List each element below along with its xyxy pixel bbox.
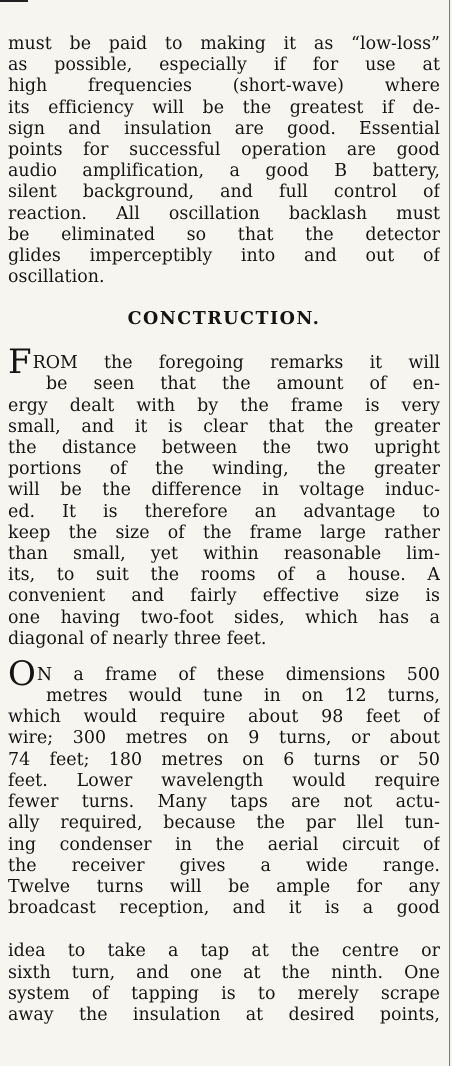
text-line: portions of the winding, the greater: [8, 459, 440, 480]
text-line: metres would tune in on 12 turns,: [46, 686, 440, 707]
text-line: its efficiency will be the greatest if de-: [8, 97, 440, 118]
text-line: idea to take a tap at the centre or: [8, 941, 440, 962]
text-line: high frequencies (short-wave) where: [8, 76, 440, 97]
section-heading: CONCTRUCTION.: [127, 309, 321, 330]
article-column: [8, 34, 440, 1026]
text-line: Twelve turns will be ample for any: [8, 876, 440, 897]
text-line: diagonal of nearly three feet.: [8, 628, 267, 649]
text-line: be seen that the amount of en-: [46, 374, 440, 395]
text-line: ROM the foregoing remarks it will: [32, 353, 440, 374]
text-line: small, and it is clear that the greater: [8, 416, 440, 437]
paragraph-tapping: [8, 941, 440, 1026]
drop-cap: O: [8, 654, 36, 695]
text-line: which would require about 98 feet of: [8, 707, 440, 728]
paragraph-frame-turns: [8, 654, 440, 919]
text-line: audio amplification, a good B battery,: [8, 161, 440, 182]
text-line: N a frame of these dimensions 500: [36, 664, 440, 685]
text-line: sign and insulation are good. Essential: [8, 118, 440, 139]
text-line: ed. It is therefore an advantage to: [8, 501, 440, 522]
text-line: sixth turn, and one at the ninth. One: [8, 962, 440, 983]
text-line: system of tapping is to merely scrape: [8, 983, 440, 1004]
drop-cap: F: [8, 342, 32, 383]
intro-paragraph: [8, 34, 440, 288]
text-line: fewer turns. Many taps are not actu-: [8, 792, 440, 813]
text-line: ally required, because the par llel tun-: [8, 813, 440, 834]
text-line: will be the difference in voltage induc-: [8, 480, 440, 501]
text-line: ergy dealt with by the frame is very: [8, 395, 440, 416]
text-line: wire; 300 metres on 9 turns, or about: [8, 728, 440, 749]
text-line: one having two-foot sides, which has a: [8, 607, 440, 628]
text-line: oscillation.: [8, 267, 105, 288]
text-line: be eliminated so that the detector: [8, 224, 440, 245]
text-line: the distance between the two upright: [8, 438, 440, 459]
text-line: its, to suit the rooms of a house. A: [8, 565, 440, 586]
paragraph-frame-size: [8, 342, 440, 650]
text-line: convenient and fairly effective size is: [8, 586, 440, 607]
top-column-rule: [0, 0, 28, 2]
text-line: the receiver gives a wide range.: [8, 855, 440, 876]
text-line: broadcast reception, and it is a good: [8, 898, 440, 919]
text-line: ing condenser in the aerial circuit of: [8, 834, 440, 855]
text-line: keep the size of the frame large rather: [8, 522, 440, 543]
text-line: away the insulation at desired points,: [8, 1004, 440, 1025]
text-line: must be paid to making it as “low-loss”: [8, 34, 440, 54]
text-line: points for successful operation are good: [8, 140, 440, 161]
text-line: 74 feet; 180 metres on 6 turns or 50: [8, 749, 440, 770]
text-line: silent background, and full control of: [8, 182, 440, 203]
text-line: feet. Lower wavelength would require: [8, 770, 440, 791]
text-line: glides imperceptibly into and out of: [8, 246, 440, 267]
dropcap-line: [8, 342, 440, 383]
column-divider: [449, 0, 450, 1066]
text-line: reaction. All oscillation backlash must: [8, 203, 440, 224]
text-line: than small, yet within reasonable lim-: [8, 544, 440, 565]
text-line: as possible, especially if for use at: [8, 55, 440, 76]
dropcap-line: [8, 654, 440, 695]
